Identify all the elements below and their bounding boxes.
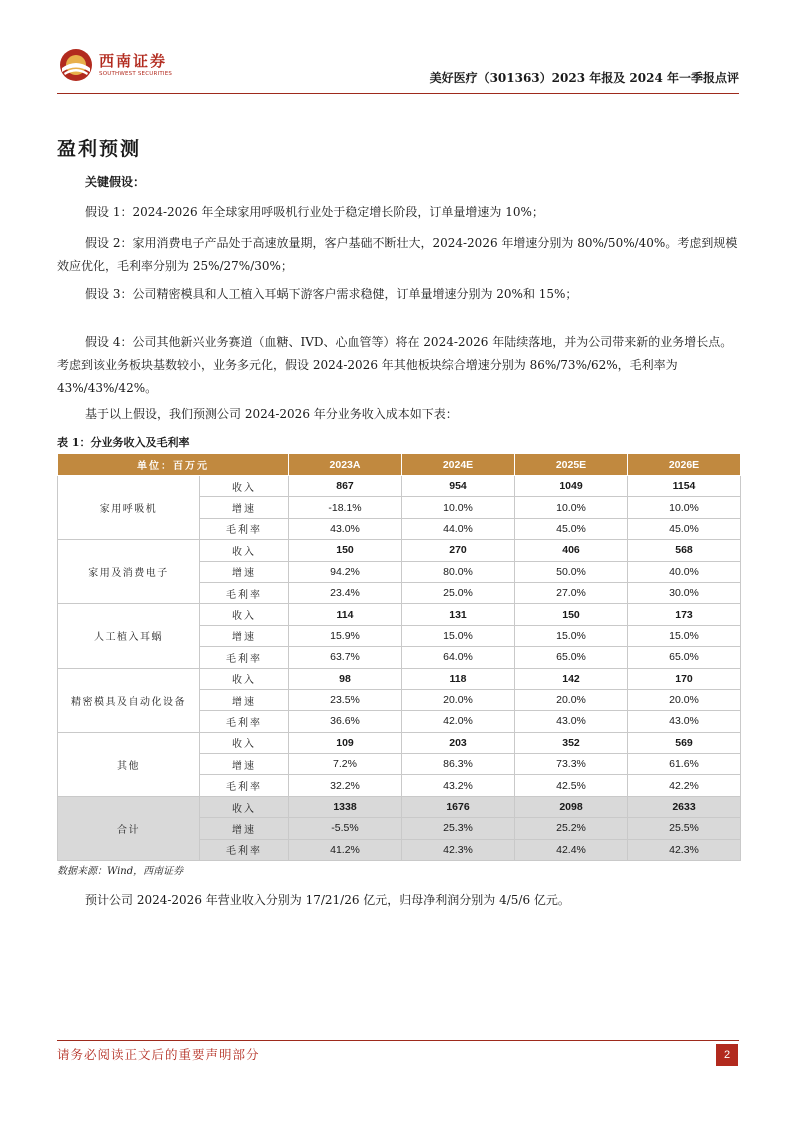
- table-row: [58, 604, 741, 625]
- metric-label: 毛利率: [200, 518, 289, 539]
- table-cell: 50.0%: [515, 561, 628, 582]
- table-cell: 150: [289, 540, 402, 561]
- table-cell: 42.3%: [628, 839, 741, 860]
- header-2026e: 2026E: [628, 454, 741, 476]
- table-cell: 867: [289, 476, 402, 497]
- table-cell: 43.2%: [402, 775, 515, 796]
- table-cell: 118: [402, 668, 515, 689]
- table-cell: 109: [289, 732, 402, 753]
- table-cell: 142: [515, 668, 628, 689]
- metric-label: 收入: [200, 476, 289, 497]
- table-caption: 表 1：分业务收入及毛利率: [57, 436, 190, 449]
- table-cell: 40.0%: [628, 561, 741, 582]
- table-header-row: [58, 454, 741, 476]
- logo-emblem-icon: [59, 48, 93, 82]
- page-number: 2: [716, 1044, 738, 1066]
- table-cell: 43.0%: [515, 711, 628, 732]
- table-cell: 352: [515, 732, 628, 753]
- table-cell: 1676: [402, 796, 515, 817]
- table-cell: 114: [289, 604, 402, 625]
- table-cell: 20.0%: [515, 689, 628, 710]
- table-body: [58, 476, 741, 861]
- metric-label: 增速: [200, 818, 289, 839]
- table-cell: 15.9%: [289, 625, 402, 646]
- table-cell: 25.0%: [402, 582, 515, 603]
- metric-label: 增速: [200, 689, 289, 710]
- table-cell: 23.5%: [289, 689, 402, 710]
- metric-label: 增速: [200, 561, 289, 582]
- footer-disclaimer: 请务必阅读正文后的重要声明部分: [57, 1047, 260, 1062]
- header-2025e: 2025E: [515, 454, 628, 476]
- table-cell: 7.2%: [289, 754, 402, 775]
- table-cell: 20.0%: [402, 689, 515, 710]
- table-cell: 15.0%: [402, 625, 515, 646]
- metric-label: 收入: [200, 604, 289, 625]
- report-title: 美好医疗（301363）2023 年报及 2024 年一季报点评: [429, 71, 739, 85]
- assumption-4: 假设 4：公司其他新兴业务赛道（血糖、IVD、心血管等）将在 2024-2026 年陆续落地，并为公司带来新的业务增长点。考虑到该业务板块基数较小，业务多元化，假设 2024-2026 年其他板块综合增速分别为 86%/73%/62%，毛利率为 43%/43%/42%。: [57, 335, 733, 395]
- metric-label: 收入: [200, 540, 289, 561]
- header-2023a: 2023A: [289, 454, 402, 476]
- table-cell: 131: [402, 604, 515, 625]
- metric-label: 毛利率: [200, 775, 289, 796]
- table-row: [58, 668, 741, 689]
- table-cell: 98: [289, 668, 402, 689]
- forecast-sentence: 预计公司 2024-2026 年营业收入分别为 17/21/26 亿元，归母净利润分别为 4/5/6 亿元。: [85, 893, 570, 907]
- table-cell: 23.4%: [289, 582, 402, 603]
- table-cell: 2098: [515, 796, 628, 817]
- table-cell: 42.3%: [402, 839, 515, 860]
- table-cell: 1049: [515, 476, 628, 497]
- table-cell: -5.5%: [289, 818, 402, 839]
- table-cell: 61.6%: [628, 754, 741, 775]
- metric-label: 增速: [200, 754, 289, 775]
- table-cell: 63.7%: [289, 647, 402, 668]
- table-cell: 2633: [628, 796, 741, 817]
- table-cell: 44.0%: [402, 518, 515, 539]
- metric-label: 增速: [200, 625, 289, 646]
- table-cell: 86.3%: [402, 754, 515, 775]
- table-cell: 170: [628, 668, 741, 689]
- table-cell: 203: [402, 732, 515, 753]
- table-cell: 150: [515, 604, 628, 625]
- table-cell: 25.3%: [402, 818, 515, 839]
- table-cell: 65.0%: [515, 647, 628, 668]
- table-cell: 65.0%: [628, 647, 741, 668]
- metric-label: 毛利率: [200, 647, 289, 668]
- table-cell: 1154: [628, 476, 741, 497]
- page-header: [57, 40, 739, 90]
- table-cell: 30.0%: [628, 582, 741, 603]
- table-cell: 42.0%: [402, 711, 515, 732]
- table-cell: 25.2%: [515, 818, 628, 839]
- logo-chinese-name: 西南证券: [99, 52, 168, 70]
- metric-label: 毛利率: [200, 711, 289, 732]
- revenue-margin-table: [57, 453, 741, 861]
- table-cell: 20.0%: [628, 689, 741, 710]
- key-assumptions-label: 关键假设：: [85, 175, 146, 189]
- assumption-3: 假设 3：公司精密模具和人工植入耳蜗下游客户需求稳健，订单量增速分别为 20%和 15%；: [85, 287, 578, 301]
- table-cell: 15.0%: [515, 625, 628, 646]
- table-cell: 569: [628, 732, 741, 753]
- table-cell: 25.5%: [628, 818, 741, 839]
- table-cell: 270: [402, 540, 515, 561]
- header-unit: 单位：百万元: [58, 454, 289, 476]
- table-cell: 64.0%: [402, 647, 515, 668]
- table-cell: 32.2%: [289, 775, 402, 796]
- table-cell: 43.0%: [289, 518, 402, 539]
- table-cell: 10.0%: [515, 497, 628, 518]
- logo-english-name: SOUTHWEST SECURITIES: [99, 71, 173, 77]
- table-cell: 10.0%: [402, 497, 515, 518]
- table-cell: 10.0%: [628, 497, 741, 518]
- table-cell: -18.1%: [289, 497, 402, 518]
- header-2024e: 2024E: [402, 454, 515, 476]
- table-cell: 43.0%: [628, 711, 741, 732]
- table-cell: 1338: [289, 796, 402, 817]
- table-cell: 173: [628, 604, 741, 625]
- metric-label: 毛利率: [200, 582, 289, 603]
- intro-sentence: 基于以上假设，我们预测公司 2024-2026 年分业务收入成本如下表：: [85, 407, 458, 421]
- section-title: 盈利预测: [57, 138, 142, 160]
- table-row: [58, 732, 741, 753]
- table-cell: 568: [628, 540, 741, 561]
- table-cell: 954: [402, 476, 515, 497]
- table-cell: 42.5%: [515, 775, 628, 796]
- metric-label: 收入: [200, 668, 289, 689]
- segment-name: 家用呼吸机: [58, 476, 200, 540]
- company-logo: [59, 48, 259, 84]
- segment-name: 其他: [58, 732, 200, 796]
- assumption-2: 假设 2：家用消费电子产品处于高速放量期，客户基础不断壮大，2024-2026 年增速分别为 80%/50%/40%。考虑到规模效应优化，毛利率分别为 25%/27%/30%；: [57, 236, 738, 273]
- metric-label: 收入: [200, 796, 289, 817]
- table-cell: 36.6%: [289, 711, 402, 732]
- table-cell: 45.0%: [628, 518, 741, 539]
- assumption-1: 假设 1：2024-2026 年全球家用呼吸机行业处于稳定增长阶段，订单量增速为 10%；: [85, 205, 544, 219]
- metric-label: 增速: [200, 497, 289, 518]
- table-row: [58, 796, 741, 817]
- segment-name: 家用及消费电子: [58, 540, 200, 604]
- footer-divider: [57, 1040, 739, 1041]
- table-row: [58, 476, 741, 497]
- revenue-table-container: [57, 453, 740, 861]
- table-cell: 45.0%: [515, 518, 628, 539]
- segment-name: 合计: [58, 796, 200, 860]
- table-cell: 15.0%: [628, 625, 741, 646]
- table-row: [58, 540, 741, 561]
- table-cell: 41.2%: [289, 839, 402, 860]
- data-source-note: 数据来源：Wind，西南证券: [57, 866, 184, 877]
- metric-label: 收入: [200, 732, 289, 753]
- table-cell: 42.2%: [628, 775, 741, 796]
- table-cell: 406: [515, 540, 628, 561]
- segment-name: 精密模具及自动化设备: [58, 668, 200, 732]
- metric-label: 毛利率: [200, 839, 289, 860]
- table-cell: 27.0%: [515, 582, 628, 603]
- table-cell: 94.2%: [289, 561, 402, 582]
- header-divider: [57, 93, 739, 94]
- table-cell: 73.3%: [515, 754, 628, 775]
- segment-name: 人工植入耳蜗: [58, 604, 200, 668]
- table-cell: 42.4%: [515, 839, 628, 860]
- table-cell: 80.0%: [402, 561, 515, 582]
